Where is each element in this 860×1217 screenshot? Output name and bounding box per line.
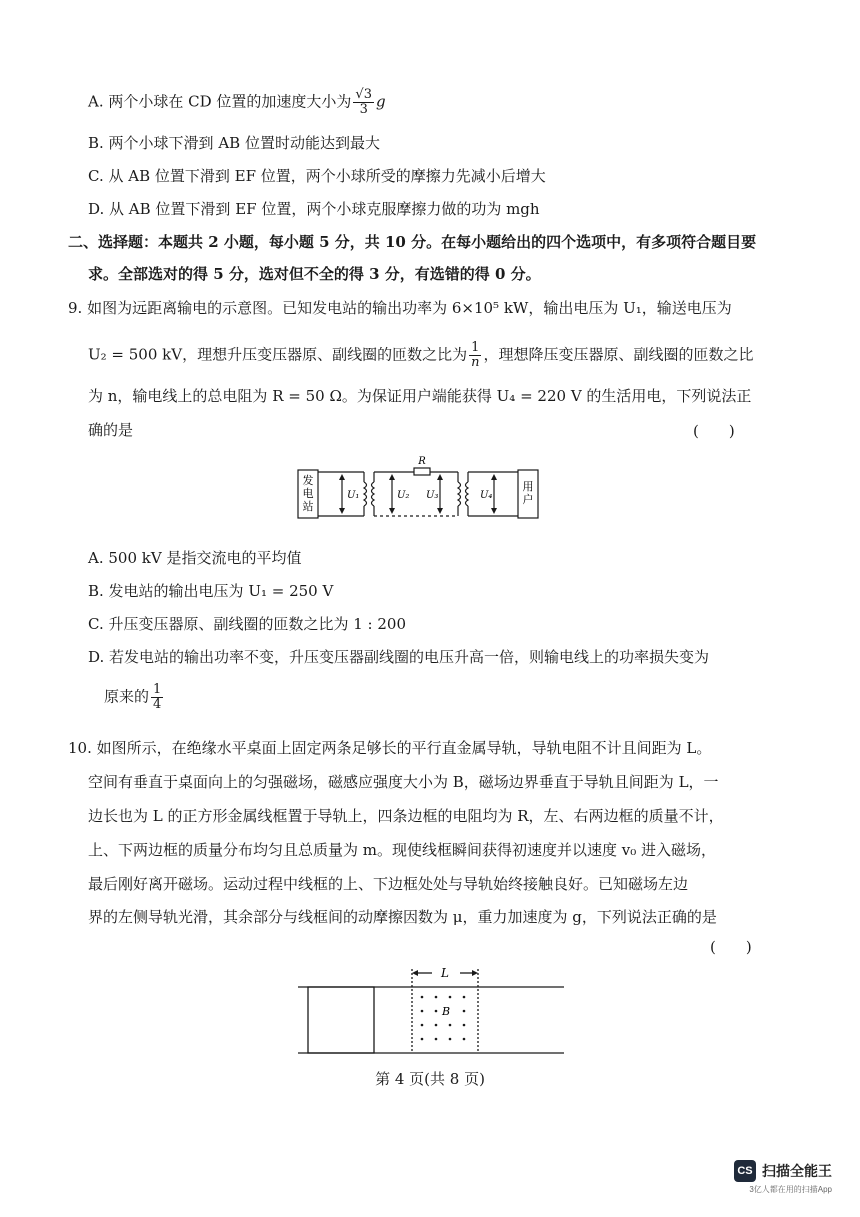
q10-stem-line4: 上、下两边框的质量分布均匀且总质量为 m。现使线框瞬间获得初速度并以速度 v₀ 进入磁场， [88, 841, 717, 859]
brand-name: 扫描全能王 [762, 1163, 832, 1179]
resistor-r [414, 468, 430, 475]
camscanner-logo-icon: CS [734, 1160, 756, 1182]
q9-option-d: D. 若发电站的输出功率不变，升压变压器副线圈的电压升高一倍，则输电线上的功率损失变为 [88, 648, 710, 666]
page-number: 第 4 页(共 8 页) [375, 1070, 485, 1088]
u4-label: U₄ [480, 490, 493, 501]
q9-stem-line4: 确的是 [88, 421, 134, 439]
scanner-watermark [734, 1160, 832, 1195]
resistor-label: R [418, 456, 426, 467]
q8-option-a-fraction [353, 88, 374, 117]
q9-stem-line1: 9. 如图为远距离输电的示意图。已知发电站的输出功率为 6×10⁵ kW，输出电压为 U₁，输送电压为 [68, 299, 732, 317]
q9-option-d-fraction [151, 683, 163, 712]
q10-stem-line2: 空间有垂直于桌面向上的匀强磁场，磁感应强度大小为 B，磁场边界垂直于导轨且间距为 L，一 [88, 773, 719, 791]
square-frame [308, 987, 374, 1053]
b-field-label: B [441, 1005, 451, 1018]
q9-option-c: C. 升压变压器原、副线圈的匝数之比为 1 : 200 [88, 615, 407, 633]
q9-stem-line2-text: U₂ = 500 kV，理想升压变压器原、副线圈的匝数之比为 [88, 345, 468, 364]
q9-option-b: B. 发电站的输出电压为 U₁ = 250 V [88, 582, 334, 600]
q9-option-d-line2-text: 原来的 [104, 687, 150, 706]
q10-rail-diagram [292, 965, 572, 1065]
section-2-header-line2: 求。全部选对的得 5 分，选对但不全的得 3 分，有选错的得 0 分。 [88, 265, 541, 283]
q9-stem-line2 [88, 341, 753, 370]
q9-transmission-diagram [290, 452, 550, 532]
q9-stem-line3: 为 n，输电线上的总电阻为 R = 50 Ω。为保证用户端能获得 U₄ = 220 V 的生活用电，下列说法正 [88, 387, 752, 405]
q8-option-a-unit: g [375, 92, 386, 111]
fraction-denominator: n [471, 355, 480, 370]
q8-option-a [88, 88, 386, 117]
fraction-numerator: √3 [355, 87, 372, 102]
t1-primary-coil [364, 482, 367, 506]
u3-label: U₃ [426, 490, 439, 501]
fraction-denominator: 4 [153, 697, 162, 712]
q10-answer-paren: ( ) [710, 938, 752, 956]
q9-option-a: A. 500 kV 是指交流电的平均值 [88, 549, 302, 567]
q10-stem-line5: 最后刚好离开磁场。运动过程中线框的上、下边框处处与导轨始终接触良好。已知磁场左边 [88, 875, 689, 893]
q9-option-d-line2 [104, 683, 165, 712]
brand-tagline: 3亿人都在用的扫描App [749, 1185, 832, 1194]
u1-label: U₁ [347, 490, 360, 501]
station-label: 发电站 [302, 474, 314, 513]
fraction-numerator: 1 [469, 341, 481, 356]
q8-option-d: D. 从 AB 位置下滑到 EF 位置，两个小球克服摩擦力做的功为 mgh [88, 200, 540, 218]
q8-option-a-text: A. 两个小球在 CD 位置的加速度大小为 [88, 92, 352, 111]
t2-secondary-coil [466, 482, 469, 506]
fraction-numerator: 1 [153, 682, 162, 697]
section-2-header-line1: 二、选择题：本题共 2 小题，每小题 5 分，共 10 分。在每小题给出的四个选项中，有多项符合题目要 [68, 233, 757, 251]
q10-stem-line3: 边长也为 L 的正方形金属线框置于导轨上，四条边框的电阻均为 R，左、右两边框的质量不计， [88, 807, 724, 825]
q9-stem-line2-suffix: ，理想降压变压器原、副线圈的匝数之比 [483, 345, 754, 364]
l-dimension-label: L [441, 966, 449, 980]
q8-option-b: B. 两个小球下滑到 AB 位置时动能达到最大 [88, 134, 380, 152]
q10-stem-line1: 10. 如图所示，在绝缘水平桌面上固定两条足够长的平行直金属导轨，导轨电阻不计且间距为 L。 [68, 739, 712, 757]
q8-option-c: C. 从 AB 位置下滑到 EF 位置，两个小球所受的摩擦力先减小后增大 [88, 167, 546, 185]
q10-stem-line6: 界的左侧导轨光滑，其余部分与线框间的动摩擦因数为 μ，重力加速度为 g，下列说法正确的是 [88, 908, 717, 926]
q9-answer-paren: ( ) [693, 422, 735, 440]
fraction-denominator: 3 [359, 102, 368, 117]
q9-ratio-fraction [469, 341, 481, 370]
t1-secondary-coil [372, 482, 375, 506]
u2-label: U₂ [397, 490, 410, 501]
user-label: 用户 [522, 480, 534, 506]
t2-primary-coil [458, 482, 461, 506]
